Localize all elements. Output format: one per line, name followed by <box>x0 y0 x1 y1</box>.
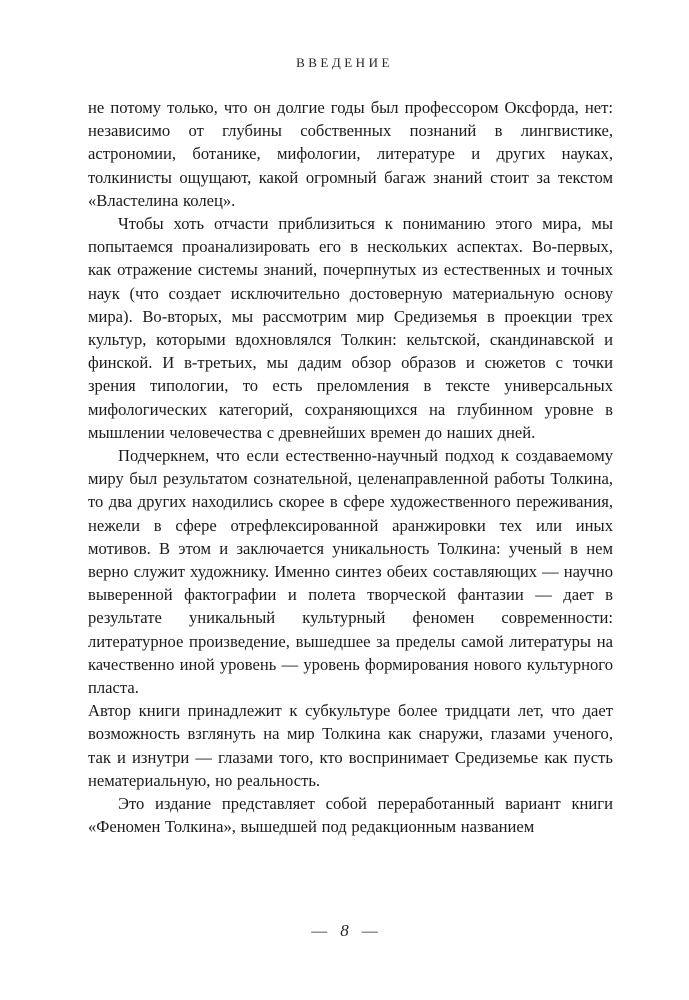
paragraph: Чтобы хоть отчасти приблизиться к пониманию этого мира, мы попытаемся проанализировать его в нескольких аспектах. Во-первых, как отражение системы знаний, почерпнутых из естественных и точных наук (что создает исключительно достоверную материальную основу мира). Во-вторых, мы рассмотрим мир Средиземья в проекции трех культур, которыми вдохновлялся Толкин: кельтской, скандинавской и финской. И в-третьих, мы дадим обзор образов и сюжетов с точки зрения типологии, то есть преломления в тексте универсальных мифологических категорий, сохраняющихся на глубинном уровне в мышлении человечества с древнейших времен до наших дней. <box>88 214 613 442</box>
footer-right-dash: — <box>361 923 378 940</box>
paragraph: Подчеркнем, что если естественно-научный подход к создаваемому миру был результатом сознательной, целенаправленной работы Толкина, то два других находились скорее в сфере художественного переживания, нежели в сфере отрефлексированной аранжировки тех или иных мотивов. В этом и заключается уникальность Толкина: ученый в нем верно служит художнику. Именно синтез обеих составляющих — научно выверенной фактографии и полета творческой фантазии — дает в результате уникальный культурный феномен современности: литературное произведение, вышедшее за пределы самой литературы на качественно иной уровень — уровень формирования нового культурного пласта. <box>88 446 613 698</box>
running-header: ВВЕДЕНИЕ <box>296 55 393 70</box>
page-footer <box>0 921 689 941</box>
paragraph: не потому только, что он долгие годы был профессором Оксфорда, нет: независимо от глубины собственных познаний в лингвистике, астрономии, ботанике, мифологии, литературе и других науках, толкинисты ощущают, какой огромный багаж знаний стоит за текстом «Властелина колец». <box>88 98 613 210</box>
paragraph: Это издание представляет собой переработанный вариант книги «Феномен Толкина», вышедшей под редакционным названием <box>88 794 613 837</box>
footer-left-dash: — <box>311 923 328 940</box>
body-text <box>88 96 613 839</box>
page-number: 8 <box>340 921 349 940</box>
paragraph: Автор книги принадлежит к субкультуре более тридцати лет, что дает возможность взглянуть на мир Толкина как снаружи, глазами ученого, так и изнутри — глазами того, кто воспринимает Средиземье как пусть нематериальную, но реальность. <box>88 701 613 790</box>
